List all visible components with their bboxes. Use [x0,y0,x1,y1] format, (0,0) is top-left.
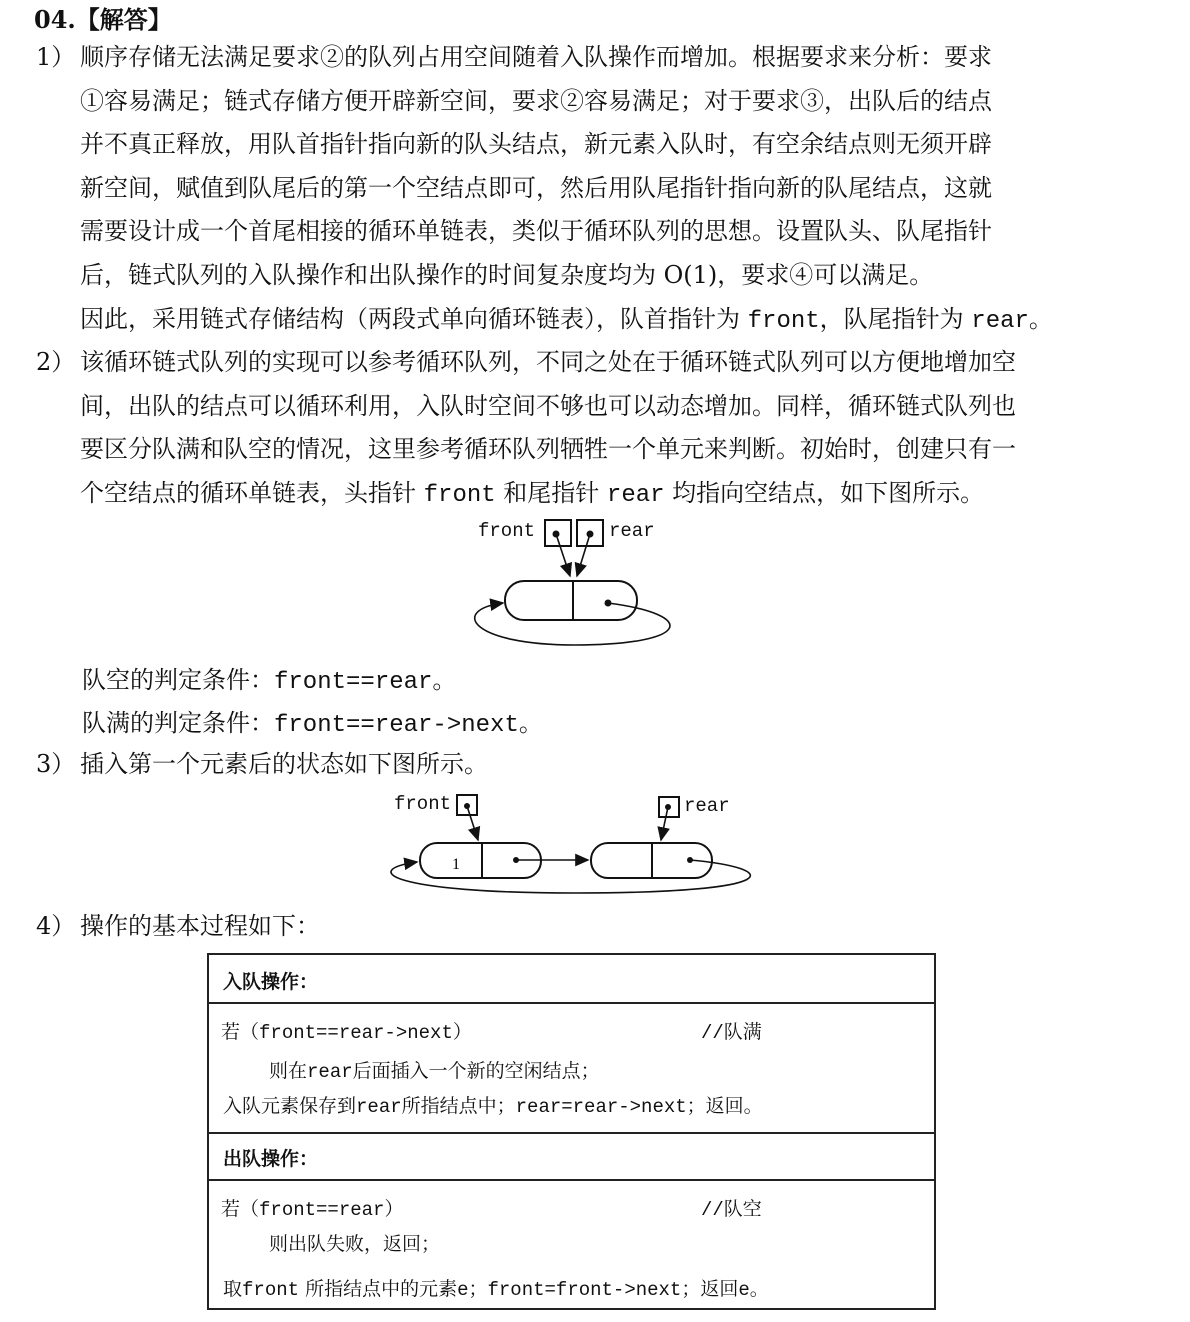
condition-label: 队满的判定条件： [82,709,274,737]
paragraph-2-line: 该循环链式队列的实现可以参考循环队列，不同之处在于循环链式队列可以方便地增加空 [80,348,1016,376]
dequeue-header: 出队操作： [223,1148,319,1170]
front-label: front [478,520,536,542]
save-text: 入队元素保存到 [223,1095,357,1117]
take-text: ；返回 [681,1278,739,1300]
take-code: front=front->next [487,1279,682,1301]
condition-label: 队空的判定条件： [82,666,274,694]
loop-arrow-2 [391,860,750,893]
take-text: 所指结点中的元素 [299,1278,458,1300]
code-front: front [747,307,820,335]
then-text: 则在 [269,1060,308,1082]
save-code: rear=rear->next [515,1096,687,1118]
paragraph-1-line: 并不真正释放，用队首指针指向新的队头结点，新元素入队时，有空余结点则无须开辟 [80,130,992,159]
conclusion-text: 。 [1028,304,1053,333]
code-rear: rear [606,481,665,509]
enqueue-comment: //队满 [701,1022,762,1044]
take-code: e [457,1279,469,1301]
conclusion-text: 因此，采用链式存储结构（两段式单向循环链表），队首指针为 [80,304,748,333]
take-text: 。 [749,1278,769,1300]
paragraph-1-line: 新空间，赋值到队尾后的第一个空结点即可，然后用队尾指针指向新的队尾结点，这就 [80,173,992,202]
dequeue-take-line [223,1274,769,1301]
paragraph-1-line: 顺序存储无法满足要求②的队列占用空间随着入队操作而增加。根据要求来分析：要求 [80,43,992,71]
enqueue-then-line [269,1056,600,1083]
paragraph-3-number: 3） [36,750,76,778]
conclusion-text: ，队尾指针为 [819,304,972,333]
condition-code: front==rear。 [274,669,457,696]
node-1-value: 1 [452,856,460,873]
paragraph-1-number: 1） [36,43,76,71]
rear-arrow [577,534,590,576]
p2-text: 个空结点的循环单链表，头指针 [80,478,424,507]
save-code: rear [356,1096,402,1118]
save-text: 所指结点中； [401,1095,516,1117]
paragraph-2-line: 间，出队的结点可以循环利用，入队时空间不够也可以动态增加。同样，循环链式队列也 [80,391,1016,420]
empty-condition [82,662,456,701]
then-text: 后面插入一个新的空闲结点； [352,1060,600,1082]
rear-arrow-2 [661,807,668,840]
paragraph-3-text: 插入第一个元素后的状态如下图所示。 [80,750,488,778]
paragraph-1-line: ①容易满足；链式存储方便开辟新空间，要求②容易满足；对于要求③，出队后的结点 [80,86,992,115]
if-keyword: 若（ [221,1198,260,1220]
if-close: ） [384,1198,404,1220]
front-label-2: front [394,793,452,815]
paragraph-4 [36,905,1182,949]
answer-title: 04.【解答】 [34,5,172,34]
condition-code: front==rear->next。 [274,712,543,739]
take-text: ； [468,1278,488,1300]
operations-table [207,953,936,1310]
paragraph-1-line: 后，链式队列的入队操作和出队操作的时间复杂度均为 O(1)，要求④可以满足。 [80,260,934,289]
save-text: ；返回。 [686,1095,763,1117]
take-code: e [738,1279,750,1301]
divider [209,1002,934,1004]
code-front: front [423,481,496,509]
paragraph-1-line: 需要设计成一个首尾相接的循环单链表，类似于循环队列的思想。设置队头、队尾指针 [80,217,992,246]
paragraph-4-text: 操作的基本过程如下： [80,912,320,940]
p2-text: 均指向空结点，如下图所示。 [664,478,985,507]
empty-node [505,581,637,620]
divider [209,1132,934,1134]
full-condition [82,705,543,744]
rear-label-2: rear [684,795,730,817]
dequeue-if-line [221,1194,403,1221]
if-keyword: 若（ [221,1021,260,1043]
dequeue-comment: //队空 [701,1199,762,1221]
take-text: 取 [223,1278,243,1300]
front-arrow [556,534,570,576]
paragraph-3 [36,743,1182,787]
dequeue-fail-line: 则出队失败，返回； [269,1233,441,1255]
p2-text: 和尾指针 [495,478,607,507]
paragraph-2-number: 2） [36,348,76,376]
if-code: front==rear [259,1199,385,1221]
divider [209,1179,934,1181]
enqueue-if-line [221,1017,472,1044]
enqueue-header: 入队操作： [223,971,319,993]
rear-label: rear [609,520,655,542]
paragraph-4-number: 4） [36,912,76,940]
then-code: rear [307,1061,353,1083]
if-code: front==rear->next [259,1022,453,1044]
take-code: front [242,1279,300,1301]
if-close: ） [452,1021,472,1043]
enqueue-save-line [223,1091,763,1118]
code-rear: rear [971,307,1029,335]
paragraph-2-line: 要区分队满和队空的情况，这里参考循环队列牺牲一个单元来判断。初始时，创建只有一 [80,435,1016,464]
